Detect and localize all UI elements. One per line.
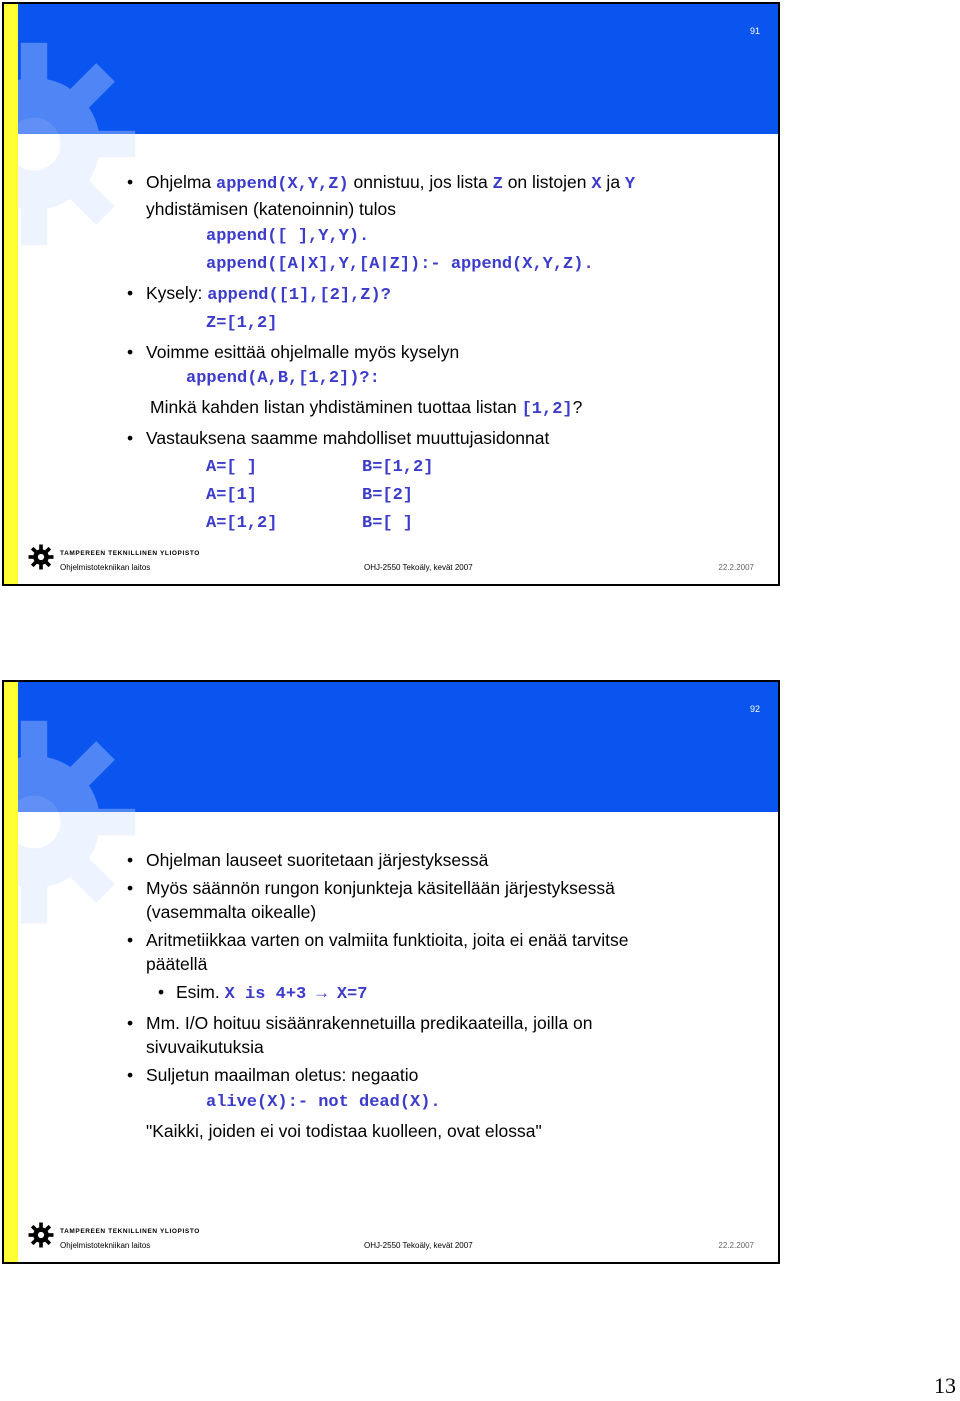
gear-watermark-icon xyxy=(2,34,144,254)
university-gear-logo-icon xyxy=(28,1222,54,1248)
footer-date: 22.2.2007 xyxy=(718,1241,754,1250)
question-line: Minkä kahden listan yhdistäminen tuottaa listan [1,2]? xyxy=(150,397,583,419)
binding-a: A=[1,2] xyxy=(206,514,278,533)
gear-watermark-icon xyxy=(2,712,144,932)
footer-date: 22.2.2007 xyxy=(718,563,754,572)
footer-department: Ohjelmistotekniikan laitos xyxy=(60,563,151,572)
slide-content xyxy=(124,170,748,538)
binding-b: B=[2] xyxy=(362,486,414,505)
bullet-io: • Mm. I/O hoituu sisäänrakennetuilla predikaateilla, joilla on sivuvaikutuksia xyxy=(124,1011,748,1059)
slide-92 xyxy=(2,680,780,1264)
bullet-order: • Ohjelman lauseet suoritetaan järjestyksessä xyxy=(124,848,748,872)
slide-footer xyxy=(4,540,778,584)
slide-91 xyxy=(2,2,780,586)
code-line-answer: Z=[1,2] xyxy=(206,314,278,333)
slide-content xyxy=(124,848,748,1147)
footer-course: OHJ-2550 Tekoäly, kevät 2007 xyxy=(364,1241,473,1250)
binding-b: B=[ ] xyxy=(362,514,414,533)
footer-department: Ohjelmistotekniikan laitos xyxy=(60,1241,151,1250)
bullet-reverse-query: • Voimme esittää ohjelmalle myös kyselyn append(A,B,[1,2])?: xyxy=(124,340,748,391)
bullet-bindings: • Vastauksena saamme mahdolliset muuttujasidonnat xyxy=(124,426,748,450)
bullet-arithmetic: • Aritmetiikkaa varten on valmiita funktioita, joita ei enää tarvitse päätellä xyxy=(124,928,748,976)
bullet-append-definition: • Ohjelma append(X,Y,Z) onnistuu, jos lista Z on listojen X ja Y yhdistämisen (katenoinnin) tulos xyxy=(124,170,748,221)
slide-number: 92 xyxy=(749,704,760,714)
university-gear-logo-icon xyxy=(28,544,54,570)
sub-bullet-example: • Esim. X is 4+3 → X=7 xyxy=(124,980,748,1007)
code-line-negation: alive(X):- not dead(X). xyxy=(206,1093,441,1112)
bindings-table xyxy=(124,454,748,538)
bullet-query: • Kysely: append([1],[2],Z)? xyxy=(124,281,748,308)
university-name: TAMPEREEN TEKNILLINEN YLIOPISTO xyxy=(60,550,200,557)
slide-side-strip xyxy=(4,682,18,1262)
page-number: 13 xyxy=(934,1373,956,1398)
binding-a: A=[ ] xyxy=(206,458,258,477)
bullet-conjuncts: • Myös säännön rungon konjunkteja käsitellään järjestyksessä (vasemmalta oikealle) xyxy=(124,876,748,924)
bullet-closed-world: • Suljetun maailman oletus: negaatio xyxy=(124,1063,748,1087)
slide-footer xyxy=(4,1218,778,1262)
arrow-right-icon: → xyxy=(306,985,337,1004)
quote-line: "Kaikki, joiden ei voi todistaa kuolleen, ovat elossa" xyxy=(146,1121,542,1141)
slide-number: 91 xyxy=(749,26,760,36)
slide-side-strip xyxy=(4,4,18,584)
footer-course: OHJ-2550 Tekoäly, kevät 2007 xyxy=(364,563,473,572)
binding-a: A=[1] xyxy=(206,486,258,505)
binding-b: B=[1,2] xyxy=(362,458,434,477)
code-line-base-case: append([ ],Y,Y). xyxy=(206,227,370,246)
code-line-recursive-case: append([A|X],Y,[A|Z]):- append(X,Y,Z). xyxy=(206,255,594,274)
university-name: TAMPEREEN TEKNILLINEN YLIOPISTO xyxy=(60,1228,200,1235)
